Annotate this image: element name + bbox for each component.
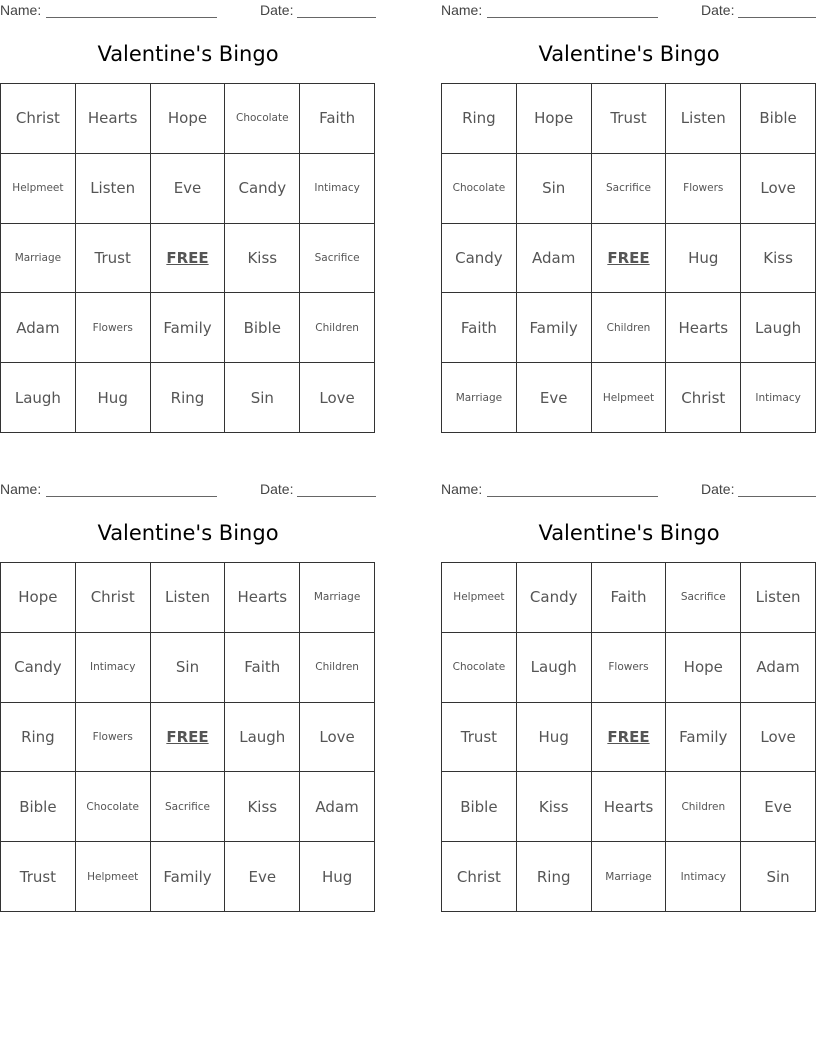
free-space-cell: FREE — [592, 703, 667, 773]
bingo-cell: Adam — [1, 293, 76, 363]
bingo-cell: Kiss — [225, 224, 300, 294]
bingo-cell: Intimacy — [300, 154, 375, 224]
bingo-cell: Trust — [442, 703, 517, 773]
bingo-card — [441, 479, 816, 886]
date-field[interactable] — [297, 2, 376, 18]
bingo-cell: Helpmeet — [442, 563, 517, 633]
bingo-cell: Hug — [517, 703, 592, 773]
name-field[interactable] — [46, 481, 217, 497]
card-title: Valentine's Bingo — [97, 521, 279, 545]
bingo-cell: Listen — [741, 563, 816, 633]
bingo-cell: Sacrifice — [151, 772, 226, 842]
bingo-cell: Sacrifice — [666, 563, 741, 633]
bingo-card — [441, 0, 816, 407]
bingo-cell: Marriage — [442, 363, 517, 433]
bingo-cell: Children — [300, 633, 375, 703]
bingo-cell: Hope — [151, 84, 226, 154]
free-space-cell: FREE — [151, 224, 226, 294]
card-title: Valentine's Bingo — [538, 521, 720, 545]
bingo-cell: Marriage — [300, 563, 375, 633]
name-field[interactable] — [487, 481, 658, 497]
card-title: Valentine's Bingo — [538, 42, 720, 66]
bingo-cell: Hope — [666, 633, 741, 703]
name-date-row — [0, 479, 376, 501]
bingo-cell: Ring — [151, 363, 226, 433]
bingo-cell: Laugh — [517, 633, 592, 703]
bingo-cell: Flowers — [76, 703, 151, 773]
bingo-cell: Hope — [1, 563, 76, 633]
bingo-cell: Listen — [666, 84, 741, 154]
bingo-cell: Marriage — [592, 842, 667, 912]
name-date-row — [441, 0, 816, 22]
bingo-cell: Helpmeet — [1, 154, 76, 224]
name-date-row — [0, 0, 376, 22]
bingo-cell: Chocolate — [442, 633, 517, 703]
bingo-grid — [0, 562, 375, 912]
bingo-cell: Children — [300, 293, 375, 363]
bingo-cell: Christ — [666, 363, 741, 433]
bingo-cell: Family — [151, 842, 226, 912]
bingo-cell: Love — [300, 703, 375, 773]
bingo-cell: Ring — [1, 703, 76, 773]
bingo-cell: Marriage — [1, 224, 76, 294]
bingo-cell: Intimacy — [76, 633, 151, 703]
bingo-cell: Kiss — [741, 224, 816, 294]
bingo-cell: Family — [517, 293, 592, 363]
bingo-card — [0, 0, 376, 407]
bingo-cell: Sacrifice — [300, 224, 375, 294]
bingo-cell: Candy — [442, 224, 517, 294]
date-field[interactable] — [738, 481, 816, 497]
bingo-cell: Eve — [741, 772, 816, 842]
bingo-cell: Hearts — [592, 772, 667, 842]
name-field[interactable] — [46, 2, 217, 18]
bingo-cell: Chocolate — [442, 154, 517, 224]
free-space-cell: FREE — [151, 703, 226, 773]
bingo-cell: Family — [666, 703, 741, 773]
bingo-cell: Children — [592, 293, 667, 363]
bingo-cell: Kiss — [517, 772, 592, 842]
bingo-cell: Sin — [225, 363, 300, 433]
bingo-cell: Intimacy — [741, 363, 816, 433]
bingo-cell: Kiss — [225, 772, 300, 842]
bingo-cell: Bible — [741, 84, 816, 154]
bingo-cell: Faith — [592, 563, 667, 633]
date-label: Date: — [260, 2, 294, 18]
bingo-cell: Laugh — [741, 293, 816, 363]
bingo-cell: Hearts — [76, 84, 151, 154]
bingo-cell: Flowers — [592, 633, 667, 703]
date-field[interactable] — [297, 481, 376, 497]
name-label: Name: — [0, 481, 42, 497]
name-label: Name: — [441, 2, 483, 18]
bingo-cell: Love — [300, 363, 375, 433]
bingo-cell: Faith — [300, 84, 375, 154]
bingo-cell: Flowers — [76, 293, 151, 363]
bingo-cell: Candy — [225, 154, 300, 224]
bingo-cell: Bible — [1, 772, 76, 842]
name-label: Name: — [441, 481, 483, 497]
bingo-cell: Candy — [517, 563, 592, 633]
bingo-cell: Listen — [151, 563, 226, 633]
bingo-cell: Flowers — [666, 154, 741, 224]
bingo-cell: Ring — [517, 842, 592, 912]
bingo-cell: Eve — [517, 363, 592, 433]
bingo-cell: Eve — [151, 154, 226, 224]
bingo-cell: Candy — [1, 633, 76, 703]
bingo-cell: Hope — [517, 84, 592, 154]
bingo-cell: Love — [741, 703, 816, 773]
bingo-cell: Chocolate — [76, 772, 151, 842]
bingo-cell: Christ — [1, 84, 76, 154]
bingo-grid — [0, 83, 375, 433]
free-space-cell: FREE — [592, 224, 667, 294]
bingo-cell: Adam — [300, 772, 375, 842]
bingo-cell: Sin — [151, 633, 226, 703]
bingo-card — [0, 479, 376, 886]
bingo-cell: Hug — [666, 224, 741, 294]
bingo-grid — [441, 562, 816, 912]
bingo-cell: Ring — [442, 84, 517, 154]
date-field[interactable] — [738, 2, 816, 18]
bingo-cell: Listen — [76, 154, 151, 224]
bingo-cell: Love — [741, 154, 816, 224]
bingo-cell: Hearts — [225, 563, 300, 633]
bingo-grid — [441, 83, 816, 433]
bingo-cell: Faith — [225, 633, 300, 703]
date-label: Date: — [701, 2, 735, 18]
name-date-row — [441, 479, 816, 501]
bingo-cell: Christ — [442, 842, 517, 912]
bingo-cell: Trust — [592, 84, 667, 154]
bingo-cell: Adam — [517, 224, 592, 294]
bingo-cell: Helpmeet — [592, 363, 667, 433]
bingo-cell: Hearts — [666, 293, 741, 363]
bingo-cell: Intimacy — [666, 842, 741, 912]
bingo-cell: Sacrifice — [592, 154, 667, 224]
bingo-cell: Trust — [76, 224, 151, 294]
bingo-cell: Laugh — [225, 703, 300, 773]
bingo-cell: Hug — [300, 842, 375, 912]
bingo-cell: Christ — [76, 563, 151, 633]
bingo-cell: Children — [666, 772, 741, 842]
bingo-cell: Family — [151, 293, 226, 363]
bingo-cell: Trust — [1, 842, 76, 912]
date-label: Date: — [260, 481, 294, 497]
bingo-cell: Bible — [442, 772, 517, 842]
bingo-cell: Laugh — [1, 363, 76, 433]
bingo-cell: Chocolate — [225, 84, 300, 154]
bingo-cell: Faith — [442, 293, 517, 363]
bingo-cell: Adam — [741, 633, 816, 703]
date-label: Date: — [701, 481, 735, 497]
bingo-cell: Bible — [225, 293, 300, 363]
card-title: Valentine's Bingo — [97, 42, 279, 66]
bingo-cell: Hug — [76, 363, 151, 433]
bingo-cell: Sin — [741, 842, 816, 912]
bingo-cell: Eve — [225, 842, 300, 912]
name-label: Name: — [0, 2, 42, 18]
bingo-cell: Sin — [517, 154, 592, 224]
bingo-cell: Helpmeet — [76, 842, 151, 912]
name-field[interactable] — [487, 2, 658, 18]
